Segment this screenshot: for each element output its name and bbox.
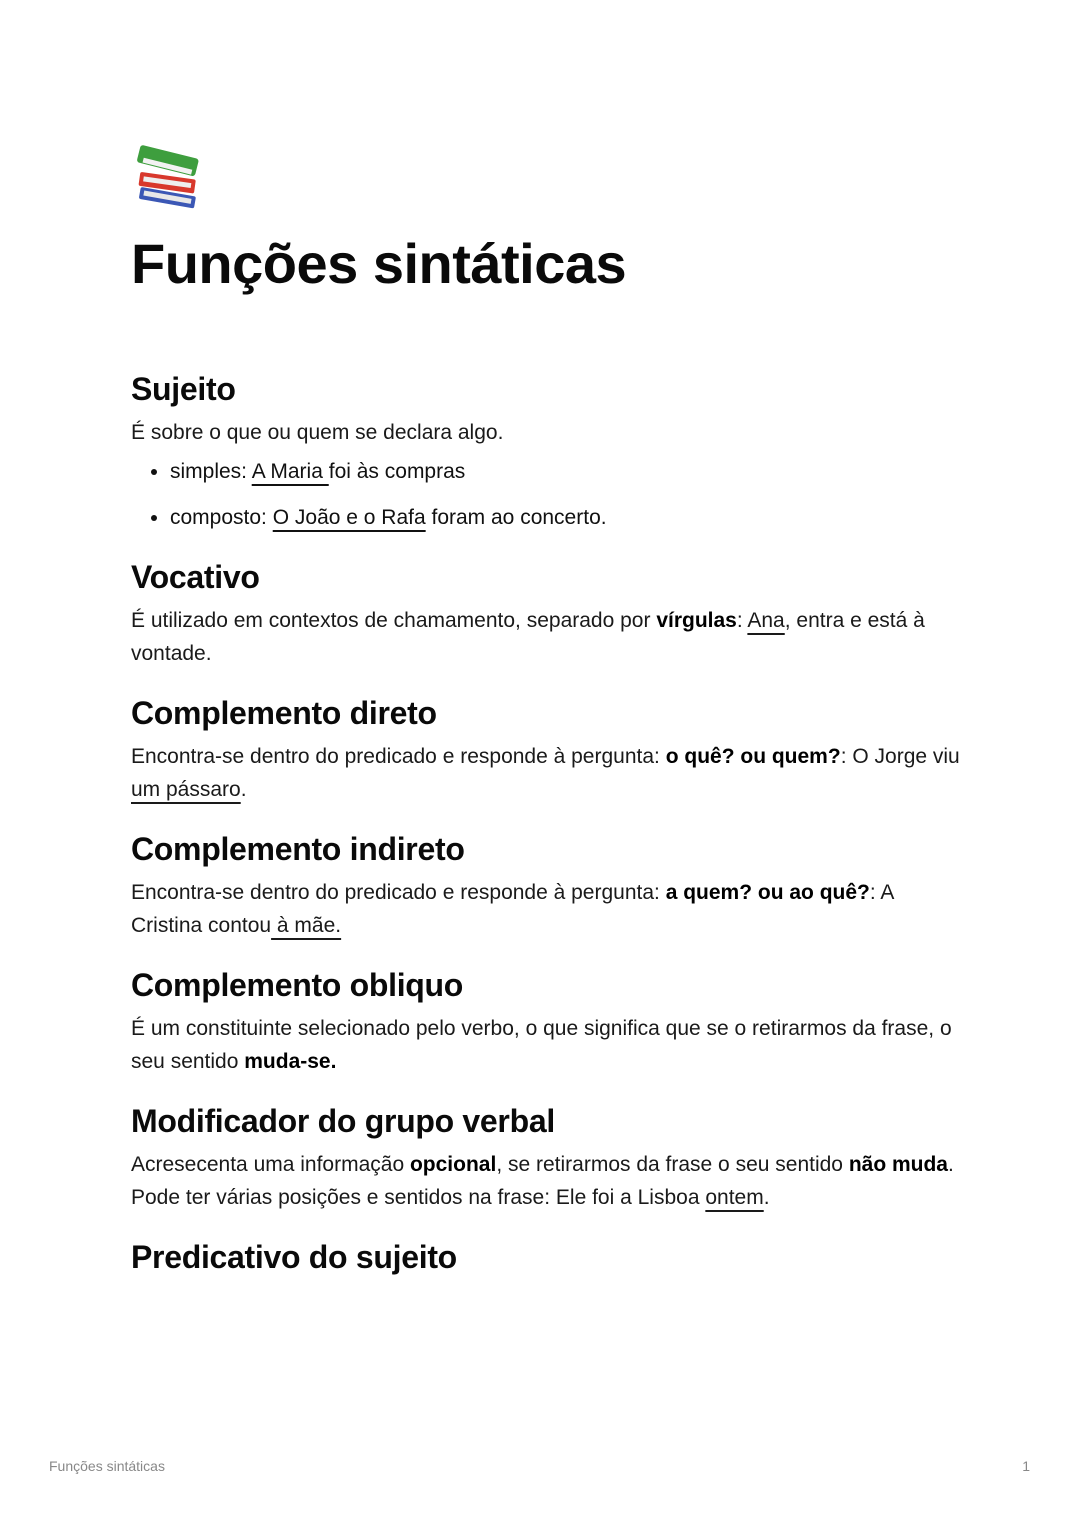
bullet-list: [131, 455, 961, 534]
text: Acresecenta uma informação: [131, 1153, 410, 1176]
text: .: [240, 778, 247, 801]
section-text: [131, 1148, 961, 1214]
item-text: foram ao concerto.: [425, 506, 607, 529]
text: :: [736, 609, 748, 632]
books-icon: [131, 140, 207, 216]
section-heading: Complemento indireto: [131, 831, 465, 867]
section-text: [131, 604, 961, 670]
underlined-example: ontem: [705, 1186, 764, 1209]
bold-text: muda-se.: [244, 1050, 337, 1073]
item-label: simples:: [170, 460, 252, 483]
section-text: [131, 876, 961, 942]
bold-text: não muda: [848, 1153, 948, 1176]
underlined-example: A Maria: [251, 460, 329, 483]
document-body: [131, 368, 961, 1300]
underlined-example: O João e o Rafa: [272, 506, 426, 529]
item-text: foi às compras: [328, 460, 466, 483]
section-complemento-obliquo: [131, 964, 961, 1078]
text: : A Cristina contou: [131, 881, 894, 937]
text: , entra e está à vontade.: [131, 609, 925, 665]
page-number: 1: [1022, 1458, 1030, 1474]
section-heading: Sujeito: [131, 371, 236, 407]
section-heading: Predicativo do sujeito: [131, 1239, 457, 1275]
text: Encontra-se dentro do predicado e responde à pergunta:: [131, 881, 666, 904]
bold-text: vírgulas: [656, 609, 737, 632]
section-complemento-indireto: [131, 828, 961, 942]
list-item: [170, 501, 961, 534]
list-item: [170, 455, 961, 488]
bold-text: o quê? ou quem?: [665, 745, 841, 768]
item-label: composto:: [170, 506, 273, 529]
bold-text: opcional: [409, 1153, 497, 1176]
page-title: Funções sintáticas: [131, 232, 627, 295]
text: . Pode ter várias posições e sentidos na frase: Ele foi a Lisboa: [131, 1153, 954, 1209]
text: , se retirarmos da frase o seu sentido: [496, 1153, 849, 1176]
section-heading: Vocativo: [131, 559, 260, 595]
section-text: É sobre o que ou quem se declara algo.: [131, 421, 504, 444]
section-vocativo: [131, 556, 961, 670]
text: Encontra-se dentro do predicado e responde à pergunta:: [131, 745, 666, 768]
section-sujeito: [131, 368, 961, 534]
section-text: [131, 740, 961, 806]
section-modificador: [131, 1100, 961, 1214]
text: É utilizado em contextos de chamamento, separado por: [131, 609, 657, 632]
underlined-example: Ana: [747, 609, 785, 632]
underlined-example: à mãe.: [271, 914, 342, 937]
section-predicativo: [131, 1236, 961, 1278]
footer-title: Funções sintáticas: [49, 1458, 165, 1474]
text: .: [763, 1186, 770, 1209]
section-heading: Complemento obliquo: [131, 967, 464, 1003]
section-heading: Modificador do grupo verbal: [131, 1103, 555, 1139]
section-complemento-direto: [131, 692, 961, 806]
text: : O Jorge viu: [840, 745, 960, 768]
section-heading: Complemento direto: [131, 695, 437, 731]
text: É um constituinte selecionado pelo verbo, o que significa que se o retirarmos da frase, o seu sentido: [131, 1017, 952, 1073]
bold-text: a quem? ou ao quê?: [665, 881, 870, 904]
underlined-example: um pássaro: [131, 778, 241, 801]
section-text: [131, 1012, 961, 1078]
